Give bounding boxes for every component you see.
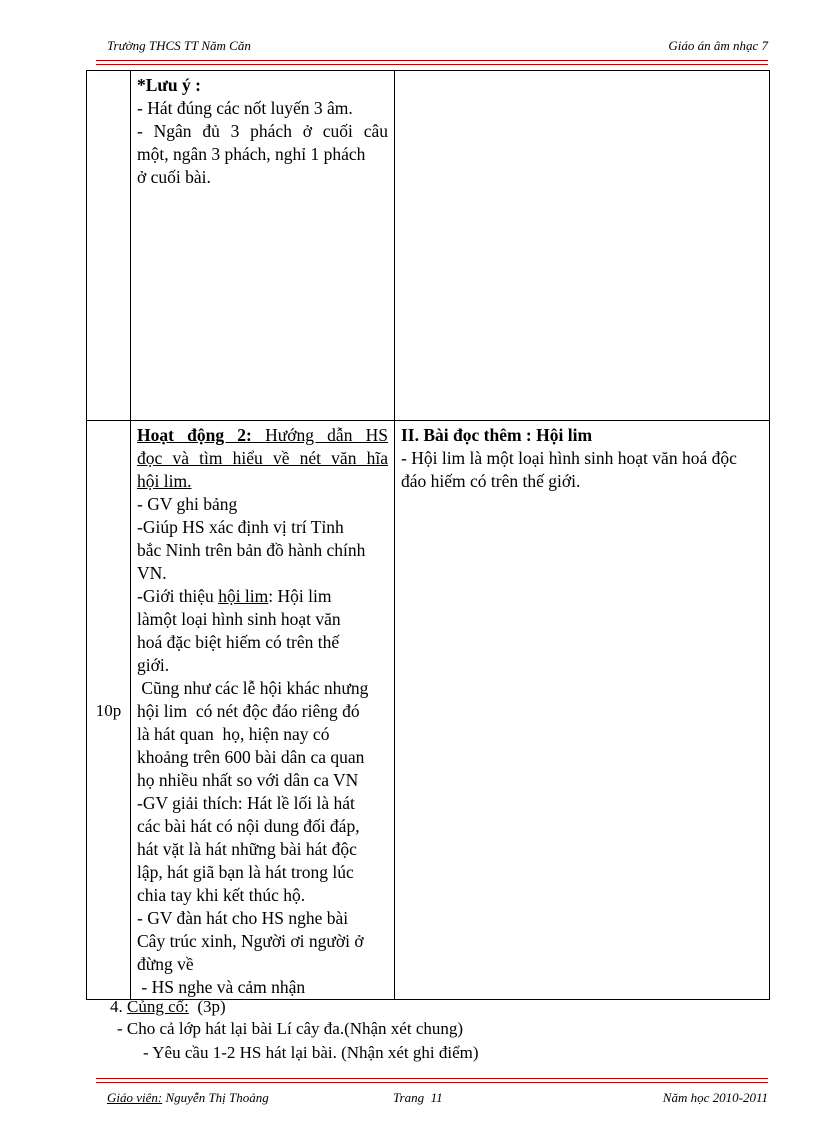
note-title: *Lưu ý : <box>137 75 201 95</box>
activity-title: Hoạt động 2: <box>137 425 252 445</box>
time-cell-empty <box>87 71 131 421</box>
activity-line: hoá đặc biệt hiếm có trên thế <box>137 632 340 652</box>
intro-term: hội lim <box>218 586 269 606</box>
note-line: ở cuối bài. <box>137 167 211 187</box>
consolidate-time: (3p) <box>188 997 226 1016</box>
intro-prefix: -Giới thiệu <box>137 586 219 606</box>
footer-teacher-name: Nguyễn Thị Thoảng <box>162 1090 269 1105</box>
consolidate-number: 4. <box>110 997 127 1016</box>
activity-line: bắc Ninh trên bản đồ hành chính <box>137 540 366 560</box>
activity-line: - HS nghe và cảm nhận <box>137 977 306 997</box>
header-rule-bottom <box>96 64 768 65</box>
intro-line <box>137 585 388 608</box>
time-cell: 10p <box>87 421 131 1000</box>
lesson-table <box>86 70 770 1000</box>
activity-cell <box>131 421 395 1000</box>
activity-line: là hát quan họ, hiện nay có <box>137 724 330 744</box>
activity-line: -GV giải thích: Hát lề lối là hát <box>137 793 355 813</box>
activity-line: -Giúp HS xác định vị trí Tỉnh <box>137 517 344 537</box>
table-row-notes <box>87 71 770 421</box>
consolidate-label: Củng cố: <box>127 997 189 1016</box>
activity-line: - GV ghi bảng <box>137 494 238 514</box>
activity-line: giới. <box>137 655 170 675</box>
activity-line: Cũng như các lễ hội khác nhưng <box>137 678 369 698</box>
activity-line: Cây trúc xinh, Người ơi người ở <box>137 931 364 951</box>
consolidate-line: - Yêu cầu 1-2 HS hát lại bài. (Nhận xét ghi điểm) <box>143 1043 479 1062</box>
header-subject: Giáo án âm nhạc 7 <box>668 38 768 53</box>
activity-line: họ nhiều nhất so với dân ca VN <box>137 770 359 790</box>
activity-line: làmột loại hình sinh hoạt văn <box>137 609 341 629</box>
footer-rule-top <box>96 1078 768 1079</box>
note-line: - Ngân đủ 3 phách ở cuối câu <box>137 121 388 141</box>
activity-title-rest: Hướng dẫn HS <box>265 425 389 445</box>
footer-page: Trang 11 <box>393 1090 443 1105</box>
header-rule-top <box>96 60 768 61</box>
activity-heading-line: hội lim. <box>137 471 192 491</box>
activity-cell <box>131 71 395 421</box>
activity-line: lập, hát giã bạn là hát trong lúc <box>137 862 354 882</box>
activity-line: hát vặt là hát những bài hát độc <box>137 839 357 859</box>
activity-line: các bài hát có nội dung đối đáp, <box>137 816 360 836</box>
activity-line: đừng về <box>137 954 194 974</box>
header-school: Trường THCS TT Năm Căn <box>107 38 251 53</box>
content-cell <box>395 421 770 1000</box>
activity-line: hội lim có nét độc đáo riêng đó <box>137 701 360 721</box>
reading-line: - Hội lim là một loại hình sinh hoạt văn hoá độc <box>401 448 737 468</box>
intro-suffix: : Hội lim <box>268 586 332 606</box>
activity-line: chia tay khi kết thúc hộ. <box>137 885 306 905</box>
table-row-activity-2 <box>87 421 770 1000</box>
activity-line: VN. <box>137 563 167 583</box>
activity-line: khoảng trên 600 bài dân ca quan <box>137 747 365 767</box>
footer-teacher-label: Giáo viên: <box>107 1090 163 1105</box>
reading-line: đáo hiếm có trên thế giới. <box>401 471 581 491</box>
consolidate-line: - Cho cả lớp hát lại bài Lí cây đa.(Nhận xét chung) <box>117 1019 464 1038</box>
activity-heading-line: đọc và tìm hiểu về nét văn hĩa <box>137 448 388 468</box>
activity-line: - GV đàn hát cho HS nghe bài <box>137 908 349 928</box>
note-line: - Hát đúng các nốt luyến 3 âm. <box>137 98 353 118</box>
content-cell-empty <box>395 71 770 421</box>
reading-title: II. Bài đọc thêm : Hội lim <box>401 425 593 445</box>
footer-teacher <box>107 1090 269 1106</box>
note-line: một, ngân 3 phách, nghỉ 1 phách <box>137 144 366 164</box>
consolidate-heading <box>110 996 226 1018</box>
footer-year: Năm học 2010-2011 <box>662 1090 768 1105</box>
activity-heading <box>137 424 388 447</box>
footer-rule-bottom <box>96 1082 768 1083</box>
